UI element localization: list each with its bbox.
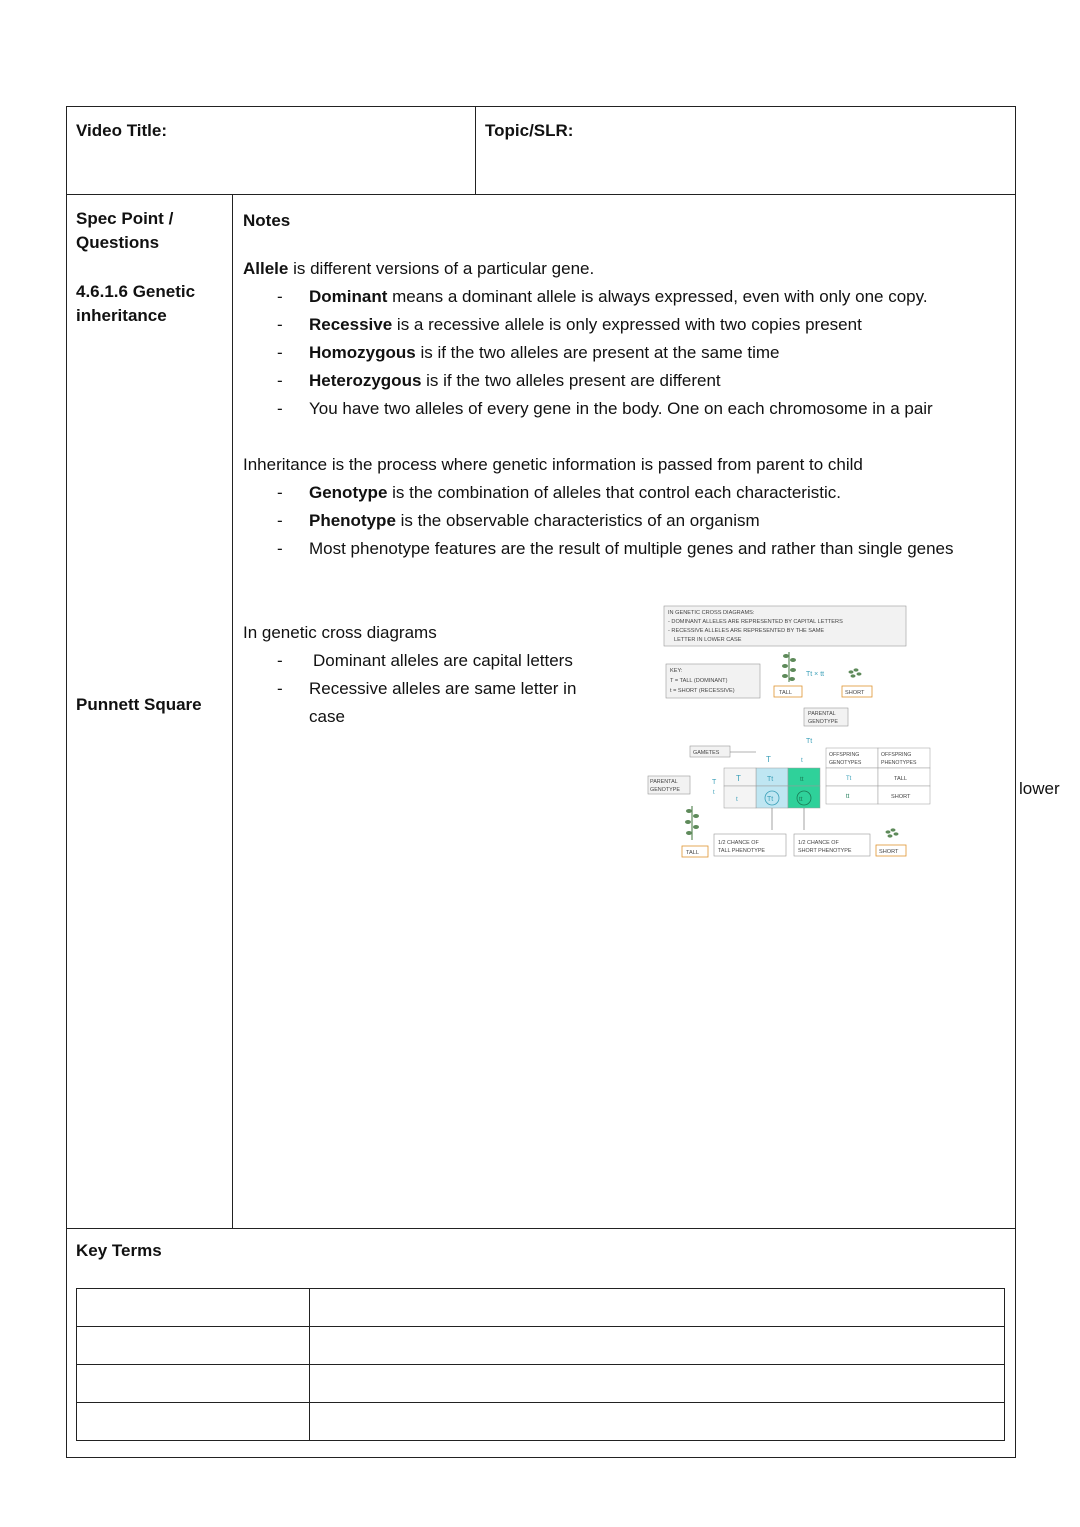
grid-genotype: tt bbox=[799, 796, 803, 803]
spec-point-line-1: Spec Point / bbox=[76, 209, 174, 228]
point-term: Phenotype bbox=[309, 511, 396, 530]
key-line: t = SHORT (RECESSIVE) bbox=[670, 688, 735, 694]
column-divider bbox=[232, 195, 233, 1228]
point-text: is the observable characteristics of an organism bbox=[395, 511, 760, 530]
chance-tall-line-2: TALL PHENOTYPE bbox=[718, 848, 766, 854]
gametes-label: GAMETES bbox=[693, 750, 720, 756]
list-item bbox=[243, 479, 1003, 507]
definition-cell[interactable] bbox=[310, 1289, 1005, 1327]
key-title: KEY: bbox=[670, 668, 683, 674]
allele-text: is different versions of a particular gene. bbox=[288, 259, 595, 278]
genetic-cross-diagram bbox=[646, 604, 946, 864]
table-row bbox=[77, 1403, 1005, 1441]
point-term: Recessive bbox=[309, 315, 393, 334]
offspring-phenotypes-header: OFFSPRING bbox=[881, 752, 912, 758]
point-term: Heterozygous bbox=[309, 371, 422, 390]
topic-label: Topic/SLR: bbox=[485, 121, 574, 140]
tall-label: TALL bbox=[686, 850, 699, 856]
definition-cell[interactable] bbox=[310, 1403, 1005, 1441]
definition-cell[interactable] bbox=[310, 1327, 1005, 1365]
cross-intro: In genetic cross diagrams bbox=[243, 623, 437, 642]
punnett-square-heading: Punnett Square bbox=[76, 695, 202, 714]
allele-points bbox=[243, 283, 1003, 423]
term-cell[interactable] bbox=[77, 1327, 310, 1365]
list-item bbox=[243, 395, 1003, 423]
top-parent-genotype: Tt bbox=[806, 738, 813, 745]
inheritance-definition: Inheritance is the process where genetic information is passed from parent to child bbox=[243, 455, 863, 474]
tall-plant-icon bbox=[685, 806, 699, 840]
grid-genotype: tt bbox=[800, 776, 804, 783]
term-cell[interactable] bbox=[77, 1289, 310, 1327]
cross-points bbox=[243, 647, 643, 731]
list-item bbox=[243, 507, 1003, 535]
chance-short-line-2: SHORT PHENOTYPE bbox=[798, 848, 852, 854]
diagram-intro-line: IN GENETIC CROSS DIAGRAMS: bbox=[668, 610, 755, 616]
header-divider bbox=[475, 107, 476, 195]
offspring-genotypes-header: OFFSPRING bbox=[829, 752, 860, 758]
inheritance-points bbox=[243, 479, 1003, 563]
list-item bbox=[243, 535, 969, 563]
diagram-intro-line: LETTER IN LOWER CASE bbox=[674, 637, 742, 643]
point-term: Homozygous bbox=[309, 343, 416, 362]
body-bottom-rule bbox=[67, 1228, 1015, 1229]
short-label: SHORT bbox=[879, 849, 899, 855]
point-text: means a dominant allele is always expressed, even with only one copy. bbox=[387, 287, 928, 306]
point-term: Genotype bbox=[309, 483, 388, 502]
term-cell[interactable] bbox=[77, 1365, 310, 1403]
short-plant-icon bbox=[849, 668, 862, 677]
left-gamete: t bbox=[736, 796, 738, 803]
notes-heading: Notes bbox=[243, 211, 291, 230]
list-item bbox=[243, 339, 1003, 367]
spec-reference bbox=[76, 280, 195, 328]
tall-plant-icon bbox=[782, 652, 796, 682]
point-text: You have two alleles of every gene in the body. One on each chromosome in a pair bbox=[309, 399, 933, 418]
cross-notation: Tt × tt bbox=[806, 671, 825, 678]
offspring-phenotypes-header-2: PHENOTYPES bbox=[881, 760, 917, 766]
table-row bbox=[77, 1327, 1005, 1365]
table-row bbox=[77, 1365, 1005, 1403]
allele-definition bbox=[243, 255, 1003, 283]
grid-cell-recessive bbox=[788, 768, 820, 786]
offspring-phenotype: SHORT bbox=[891, 794, 911, 800]
parental-label: PARENTAL bbox=[808, 711, 836, 717]
left-parent-t: t bbox=[713, 790, 715, 796]
cross-trailing-word: lower bbox=[1019, 779, 1060, 798]
notes-area bbox=[243, 207, 1003, 563]
cross-diagram-notes bbox=[243, 619, 643, 731]
offspring-genotype: Tt bbox=[846, 776, 852, 782]
genotype-label: GENOTYPE bbox=[650, 787, 680, 793]
list-item bbox=[243, 647, 643, 675]
chance-tall-line-1: 1/2 CHANCE OF bbox=[718, 840, 759, 846]
short-label: SHORT bbox=[845, 690, 865, 696]
grid-genotype: Tt bbox=[767, 776, 774, 783]
list-item bbox=[243, 283, 1003, 311]
diagram-intro-line: - DOMINANT ALLELES ARE REPRESENTED BY CAPITAL LETTERS bbox=[668, 619, 843, 625]
key-line: T = TALL (DOMINANT) bbox=[670, 678, 728, 684]
spec-point-heading bbox=[76, 207, 173, 255]
top-gamete: T bbox=[766, 755, 771, 764]
key-terms-table bbox=[76, 1288, 1005, 1441]
top-gamete: t bbox=[801, 757, 803, 764]
point-text: Dominant alleles are capital letters bbox=[313, 651, 573, 670]
spec-point-line-2: Questions bbox=[76, 233, 160, 252]
point-text: is a recessive allele is only expressed with two copies present bbox=[392, 315, 862, 334]
point-text: Recessive alleles are same letter in case bbox=[309, 679, 577, 726]
grid-genotype: Tt bbox=[767, 796, 774, 803]
offspring-phenotype: TALL bbox=[894, 776, 907, 782]
spec-ref-line-1: 4.6.1.6 Genetic bbox=[76, 282, 196, 301]
key-terms-title: Key Terms bbox=[76, 1241, 162, 1260]
parental-label: PARENTAL bbox=[650, 779, 678, 785]
spec-ref-line-2: inheritance bbox=[76, 306, 167, 325]
video-title-label: Video Title: bbox=[76, 121, 168, 140]
short-plant-icon bbox=[886, 828, 899, 837]
offspring-genotype: tt bbox=[846, 794, 850, 800]
point-text: is if the two alleles present are different bbox=[421, 371, 721, 390]
offspring-genotypes-header-2: GENOTYPES bbox=[829, 760, 862, 766]
tall-label: TALL bbox=[779, 690, 792, 696]
genotype-label: GENOTYPE bbox=[808, 719, 838, 725]
list-item bbox=[243, 367, 1003, 395]
list-item bbox=[243, 675, 599, 731]
point-text: Most phenotype features are the result of multiple genes and rather than single genes bbox=[309, 539, 954, 558]
list-item bbox=[243, 311, 1003, 339]
point-term: Dominant bbox=[309, 287, 388, 306]
left-parent-T: T bbox=[712, 779, 717, 786]
point-text: is the combination of alleles that control each characteristic. bbox=[387, 483, 841, 502]
term-cell[interactable] bbox=[77, 1403, 310, 1441]
definition-cell[interactable] bbox=[310, 1365, 1005, 1403]
table-row bbox=[77, 1289, 1005, 1327]
chance-short-line-1: 1/2 CHANCE OF bbox=[798, 840, 839, 846]
left-gamete: T bbox=[736, 774, 741, 783]
diagram-intro-line: - RECESSIVE ALLELES ARE REPRESENTED BY THE SAME bbox=[668, 628, 825, 634]
point-text: is if the two alleles are present at the same time bbox=[415, 343, 780, 362]
allele-term: Allele bbox=[243, 259, 289, 278]
